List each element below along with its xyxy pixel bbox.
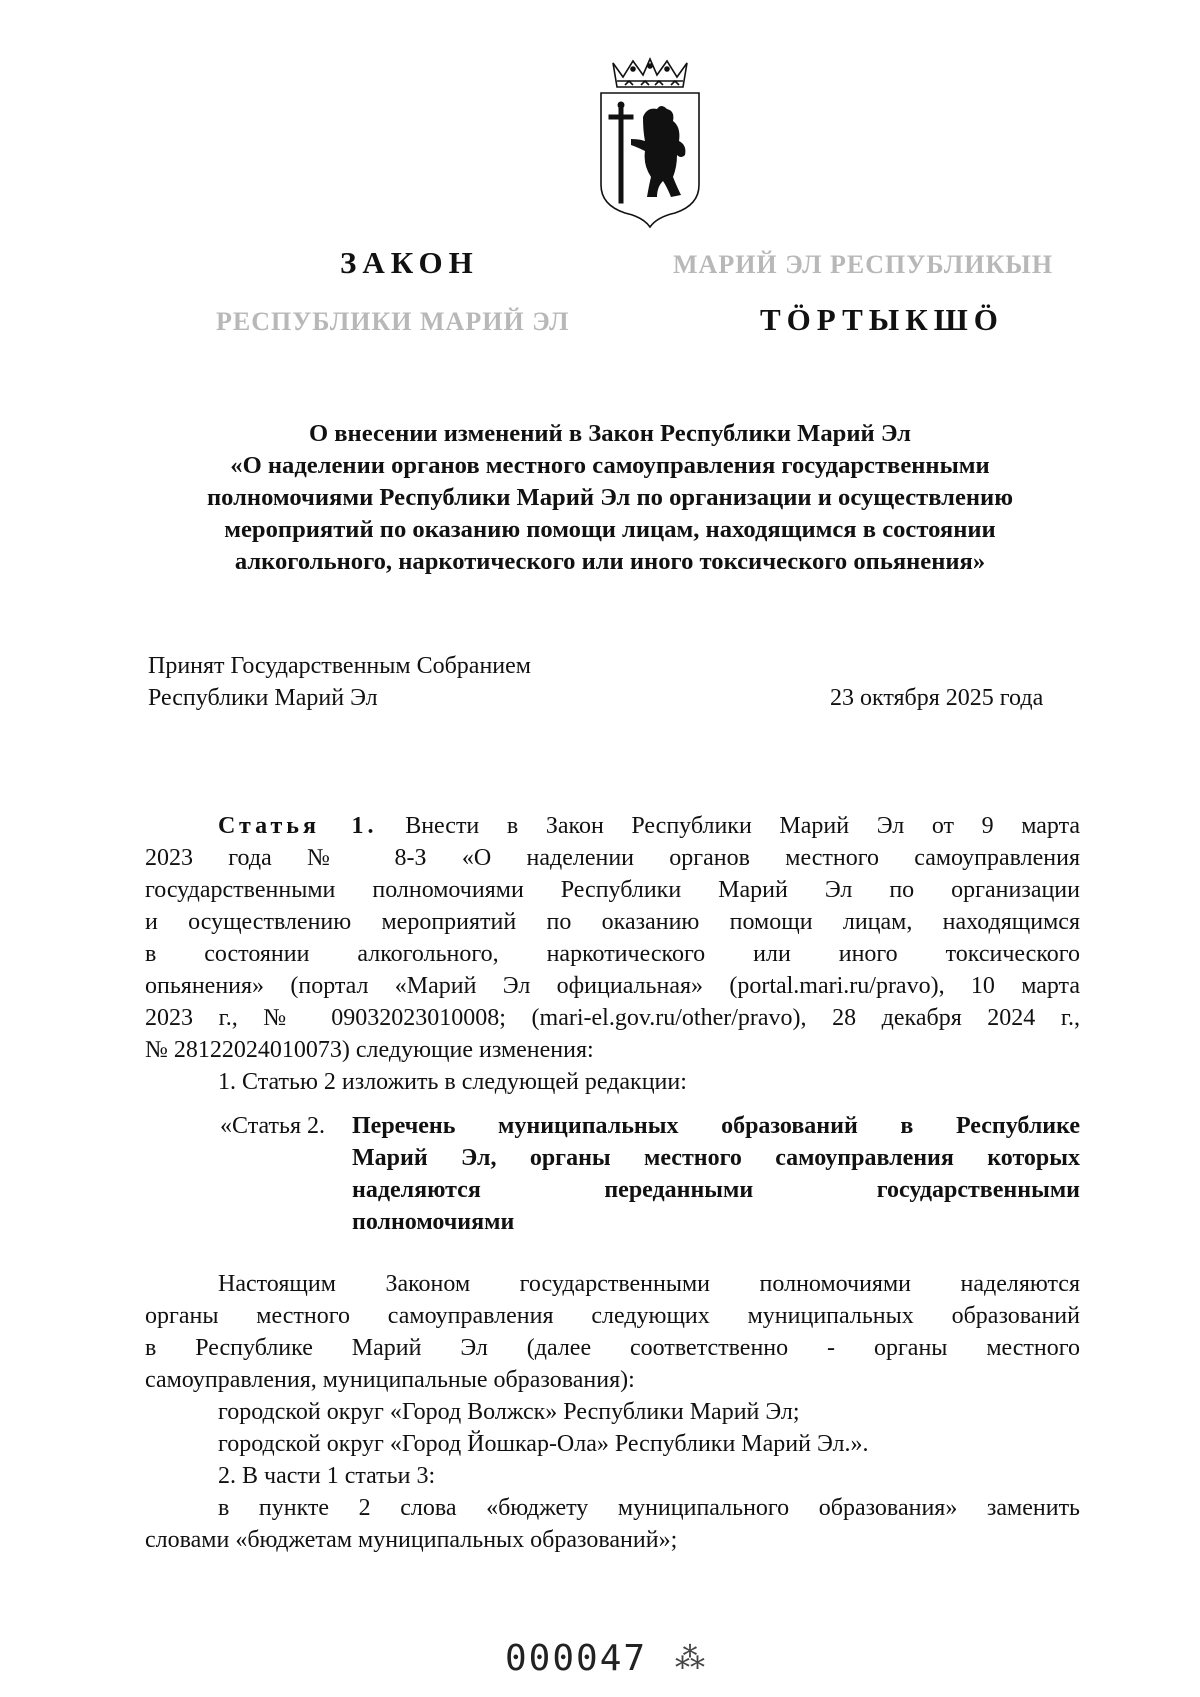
article-2-title-line: наделяются переданными государственными <box>352 1177 1080 1203</box>
title-line: О внесении изменений в Закон Республики Марий Эл <box>309 420 911 447</box>
serial-number: 000047 <box>505 1638 648 1679</box>
adoption-date: 23 октября 2025 года <box>830 685 1044 711</box>
republic-heading-mari: МАРИЙ ЭЛ РЕСПУБЛИКЫН <box>673 250 1054 279</box>
adoption-line-2: Республики Марий Эл <box>148 685 378 711</box>
coat-of-arms-emblem <box>595 55 705 235</box>
item-2-line: в пункте 2 слова «бюджету муниципального образования» заменить <box>218 1495 1080 1521</box>
article-1-line: государственными полномочиями Республики Марий Эл по организации <box>145 877 1080 903</box>
title-line: «О наделении органов местного самоуправления государственными <box>230 452 990 479</box>
title-line: полномочиями Республики Марий Эл по организации и осуществлению <box>206 484 1014 511</box>
item-2-line-last: словами «бюджетам муниципальных образований»; <box>145 1527 678 1553</box>
law-title <box>140 418 1080 578</box>
article-2-body-line: органы местного самоуправления следующих муниципальных образований <box>145 1303 1080 1329</box>
crown-icon <box>613 59 687 87</box>
article-2-body-line: в Республике Марий Эл (далее соответственно - органы местного <box>145 1335 1080 1361</box>
article-1-line: 2023 г., № 09032023010008; (mari-el.gov.ru/other/pravo), 28 декабря 2024 г., <box>145 1005 1080 1031</box>
republic-heading-ru: РЕСПУБЛИКИ МАРИЙ ЭЛ <box>216 307 570 336</box>
article-1-line: опьянения» (портал «Марий Эл официальная» (portal.mari.ru/pravo), 10 марта <box>145 973 1080 999</box>
article-1-label: Статья 1. <box>218 813 378 839</box>
item-1: 1. Статью 2 изложить в следующей редакции: <box>218 1069 687 1095</box>
article-2-title <box>352 1110 1080 1238</box>
article-1-line: и осуществлению мероприятий по оказанию помощи лицам, находящимся <box>145 909 1080 935</box>
article-1-line-last: № 28122024010073) следующие изменения: <box>145 1037 594 1063</box>
asterism-mark: ⁂ <box>675 1642 705 1675</box>
article-2-body <box>145 1268 1080 1556</box>
district-item: городской округ «Город Йошкар-Ола» Республики Марий Эл.». <box>218 1431 869 1457</box>
title-line: мероприятий по оказанию помощи лицам, находящимся в состоянии <box>224 516 996 543</box>
article-2-body-line: Настоящим Законом государственными полномочиями наделяются <box>218 1271 1080 1297</box>
article-1-line-first: Статья 1. Внести в Закон Республики Марий Эл от 9 марта <box>218 813 1081 839</box>
article-1 <box>145 810 1080 1098</box>
district-item: городской округ «Город Волжск» Республики Марий Эл; <box>218 1399 800 1425</box>
article-2-body-line-last: самоуправления, муниципальные образования): <box>145 1367 635 1393</box>
article-1-line: в состоянии алкогольного, наркотического или иного токсического <box>145 941 1080 967</box>
item-2: 2. В части 1 статьи 3: <box>218 1463 436 1489</box>
article-2-title-line: Марий Эл, органы местного самоуправления которых <box>352 1145 1080 1171</box>
title-line: алкогольного, наркотического или иного токсического опьянения» <box>234 548 986 575</box>
article-2-title-line-last: полномочиями <box>352 1209 515 1235</box>
article-2-label: «Статья 2. <box>220 1113 325 1139</box>
adoption-line-1: Принят Государственным Собранием <box>148 653 531 679</box>
law-heading-ru: ЗАКОН <box>340 245 479 280</box>
article-2-title-line: Перечень муниципальных образований в Республике <box>352 1113 1080 1139</box>
law-heading-mari: ТӦРТЫКШӦ <box>760 302 1004 337</box>
article-1-line: 2023 года № 8-З «О наделении органов местного самоуправления <box>145 845 1080 871</box>
